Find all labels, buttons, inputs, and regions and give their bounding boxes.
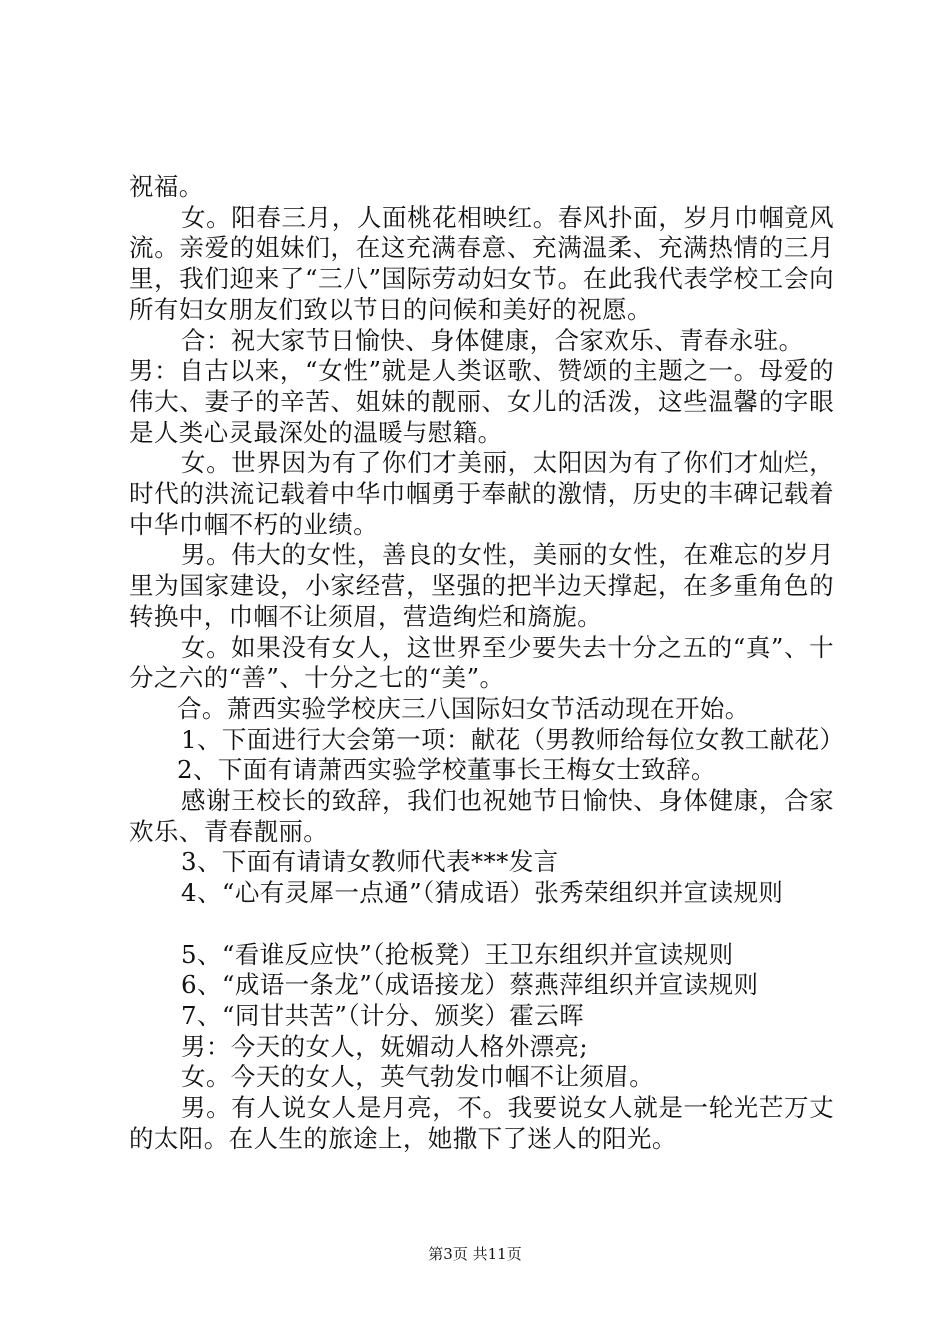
paragraph: 2、下面有请萧西实验学校董事长王梅女士致辞。: [177, 755, 716, 785]
paragraph: 男：自古以来，“女性”就是人类讴歌、赞颂的主题之一。母爱的伟大、妻子的辛苦、姐妹的靓丽、女儿的活泼，这些温馨的字眼是人类心灵最深处的温暖与慰籍。: [129, 356, 834, 447]
paragraph: 合。萧西实验学校庆三八国际妇女节活动现在开始。: [177, 693, 750, 723]
paragraph: 3、下面有请请女教师代表***发言: [181, 847, 559, 877]
paragraph: 女。今天的女人，英气勃发巾帼不让须眉。: [181, 1062, 655, 1092]
paragraph: 5、“看谁反应快”（抢板凳）王卫东组织并宣读规则: [181, 939, 734, 969]
paragraph: 合：祝大家节日愉快、身体健康，合家欢乐、青春永驻。: [181, 325, 804, 355]
paragraph: 7、“同甘共苦”（计分、颁奖）霍云晖: [181, 1000, 585, 1030]
paragraph: 女。世界因为有了你们才美丽，太阳因为有了你们才灿烂，时代的洪流记载着中华巾帼勇于奉献的激情，历史的丰碑记载着中华巾帼不朽的业绩。: [129, 448, 834, 539]
paragraph: 1、下面进行大会第一项：献花（男教师给每位女教工献花）: [181, 724, 845, 754]
paragraph: 祝福。: [129, 172, 204, 201]
paragraph: 女。如果没有女人，这世界至少要失去十分之五的“真”、十分之六的“善”、十分之七的“美”。: [129, 632, 834, 693]
paragraph: 4、“心有灵犀一点通”（猜成语）张秀荣组织并宣读规则: [181, 878, 784, 908]
paragraph: 女。阳春三月，人面桃花相映红。春风扑面，岁月巾帼竟风流。亲爱的姐妹们，在这充满春意、充满温柔、充满热情的三月里，我们迎来了“三八”国际劳动妇女节。在此我代表学校工会向所有妇女朋友们致以节日的问候和美好的祝愿。: [129, 202, 834, 324]
document-body: [129, 172, 845, 1154]
paragraph: 感谢王校长的致辞，我们也祝她节日愉快、身体健康，合家欢乐、青春靓丽。: [129, 786, 834, 846]
page-footer: 第3页 共11页: [428, 1245, 522, 1263]
paragraph: 男。伟大的女性，善良的女性，美丽的女性，在难忘的岁月里为国家建设，小家经营，坚强的把半边天撑起，在多重角色的转换中，巾帼不让须眉，营造绚烂和旖旎。: [129, 540, 834, 631]
paragraph: 男。有人说女人是月亮，不。我要说女人就是一轮光芒万丈的太阳。在人生的旅途上，她撒下了迷人的阳光。: [129, 1093, 834, 1153]
paragraph: 男：今天的女人，妩媚动人格外漂亮;: [181, 1031, 589, 1061]
blank-line: [129, 909, 834, 940]
paragraph: 6、“成语一条龙”（成语接龙）蔡燕萍组织并宣读规则: [181, 970, 759, 1000]
